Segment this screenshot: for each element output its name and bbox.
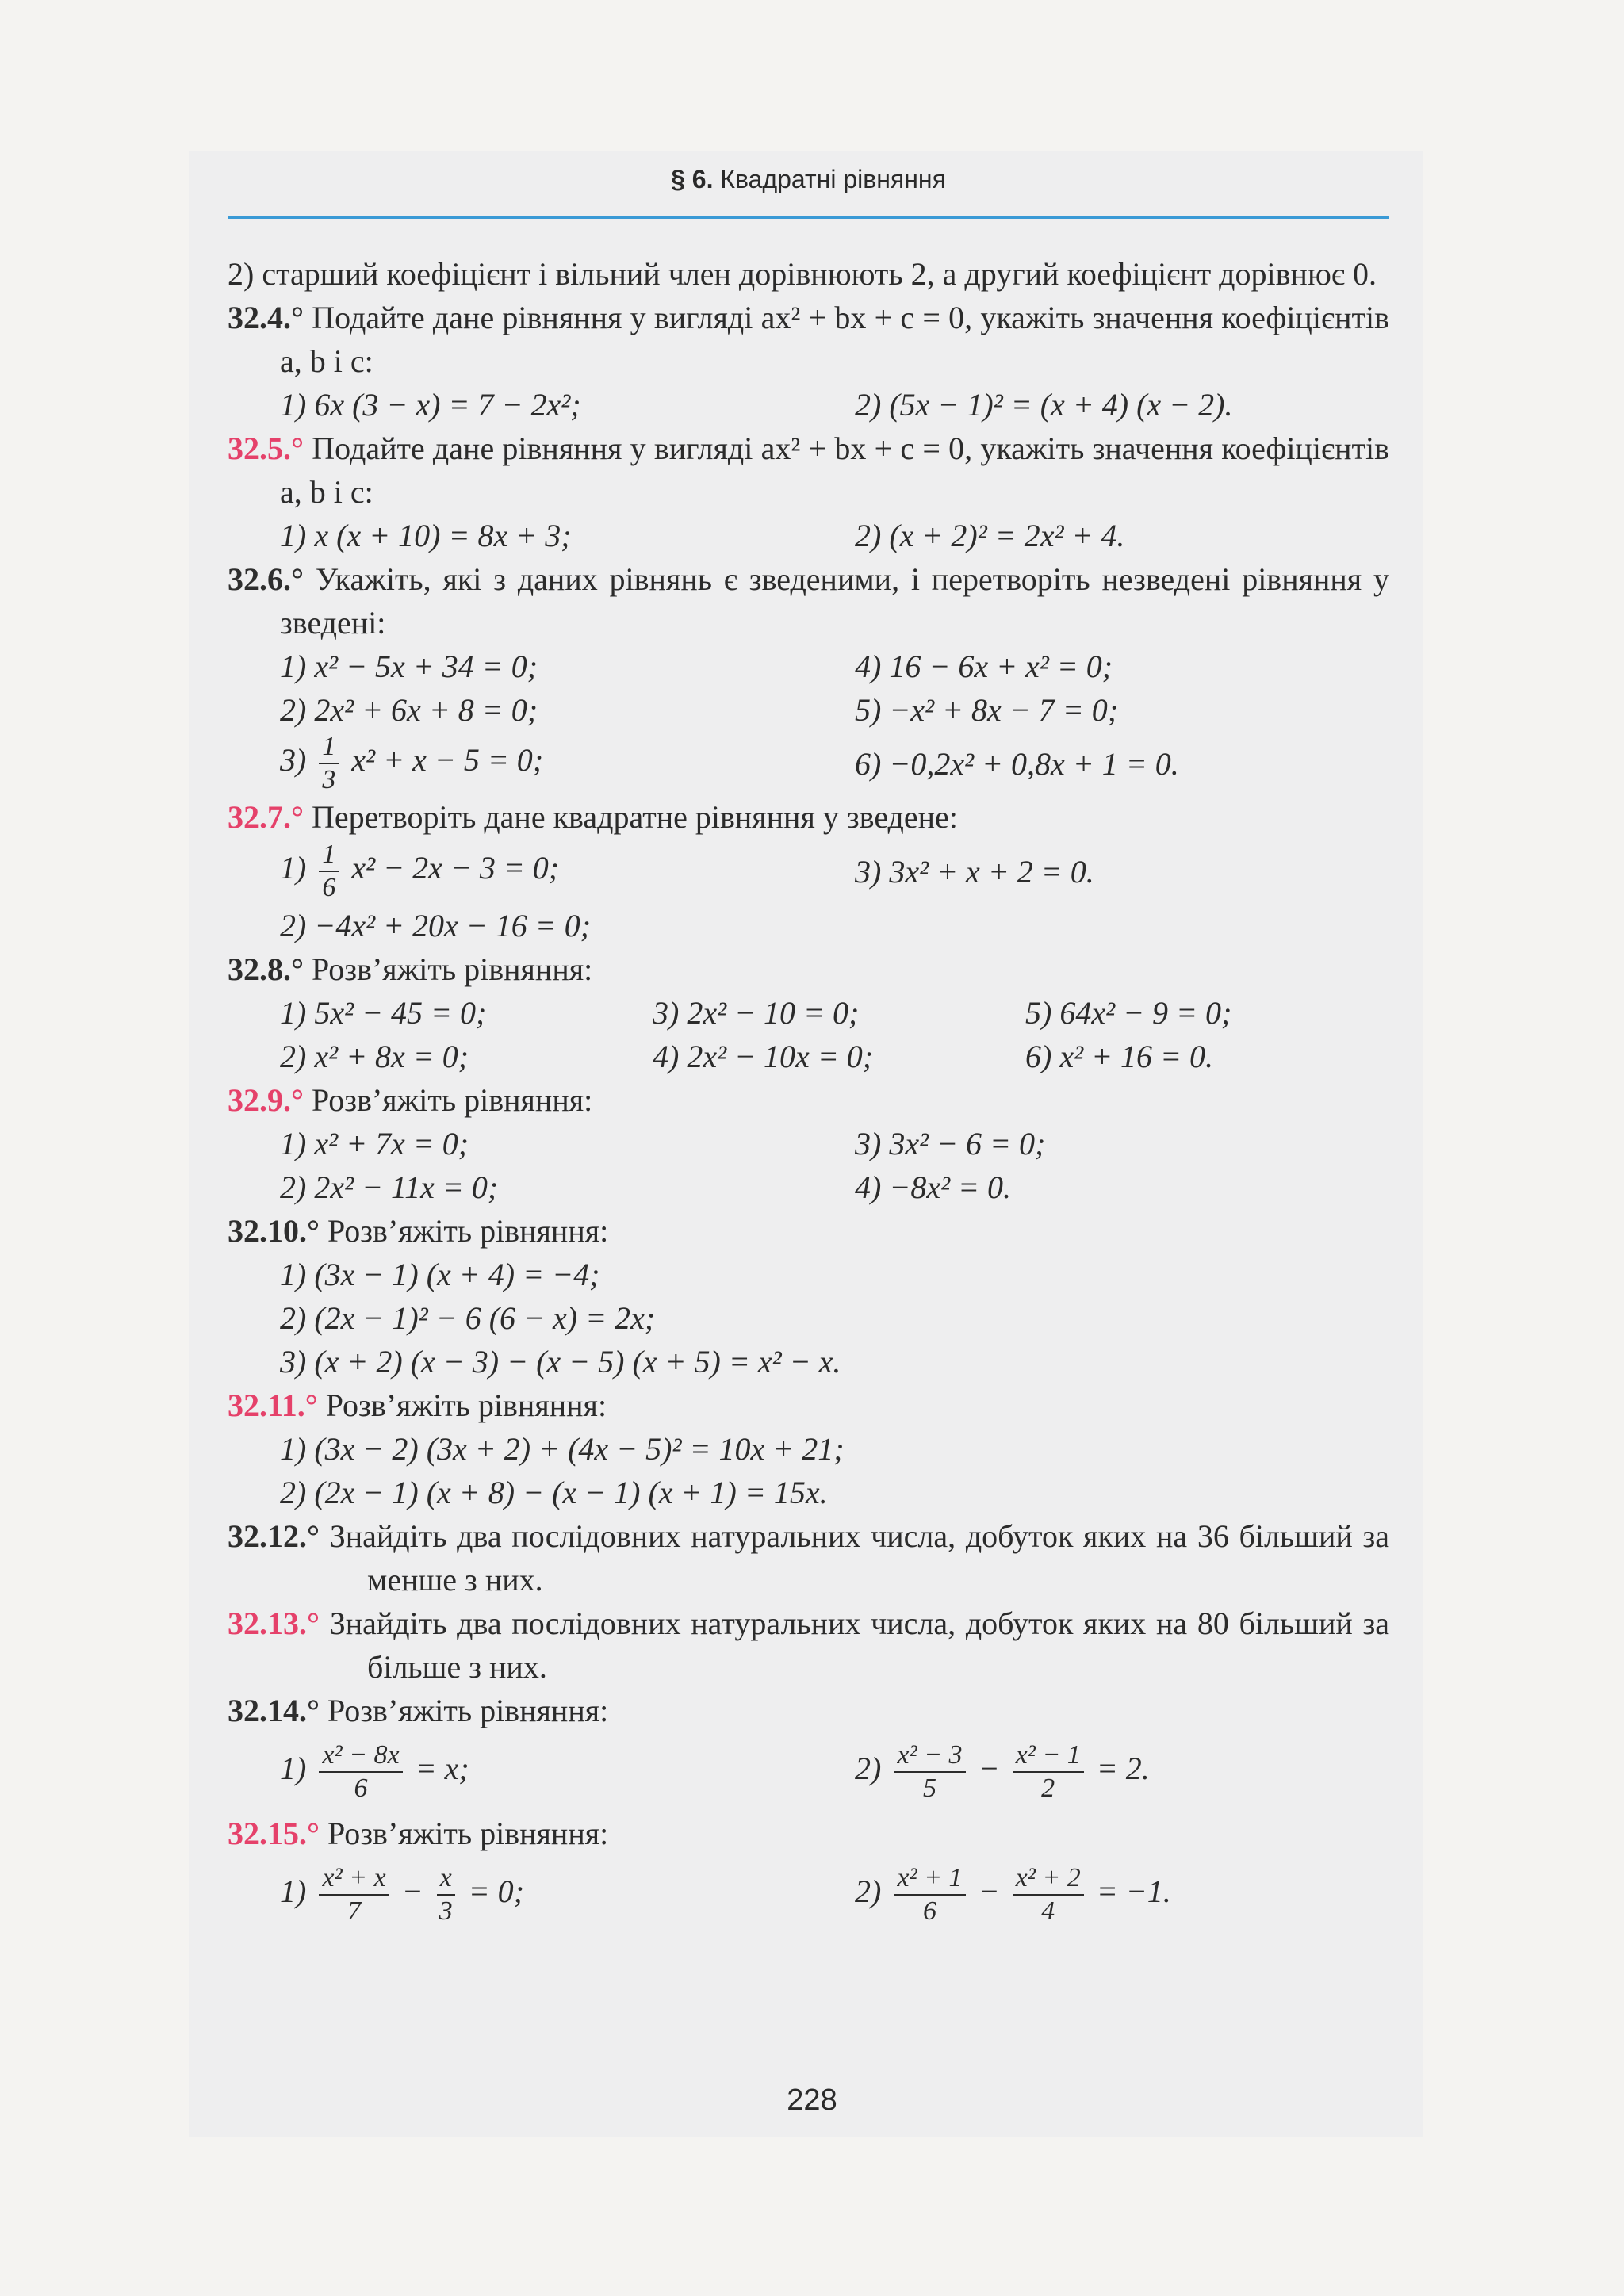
equation: 3) 3x² + x + 2 = 0. (855, 853, 1094, 890)
equation-row (228, 1035, 1389, 1078)
exercise-text: Перетворіть дане квадратне рівняння у зведене: (312, 799, 958, 835)
fraction (436, 1862, 456, 1927)
header-rule (228, 216, 1389, 219)
equation-row (228, 383, 1389, 427)
fraction (1013, 1862, 1084, 1927)
exercise-number: 32.7.° (228, 799, 304, 835)
item-text: старший коефіцієнт і вільний член дорівнюють 2, а другий коефіцієнт дорівнює 0. (262, 256, 1377, 292)
running-header (228, 165, 1389, 194)
equation-row (228, 645, 1389, 688)
fraction-denominator: 7 (347, 1896, 361, 1926)
fraction-numerator: x² + x (319, 1862, 389, 1896)
exercise-number: 32.12.° (228, 1518, 320, 1554)
equation-with-fraction (280, 1739, 855, 1804)
equation: 3) 3x² − 6 = 0; (855, 1126, 1046, 1161)
equation-with-fraction (280, 839, 855, 904)
fraction-denominator: 6 (922, 1896, 936, 1926)
equation: 1) x² − 5x + 34 = 0; (280, 649, 538, 684)
exercise-32-8 (228, 947, 1389, 991)
fraction (1013, 1739, 1084, 1804)
fraction-denominator: 6 (354, 1774, 368, 1803)
exercise-32-9 (228, 1078, 1389, 1122)
exercise-number: 32.4.° (228, 300, 304, 335)
exercise-number: 32.6.° (228, 561, 304, 597)
fraction (319, 731, 339, 796)
equation: 4) −8x² = 0. (855, 1169, 1012, 1205)
equation-rest: x² + x − 5 = 0; (351, 742, 544, 779)
equation-row (228, 688, 1389, 732)
exercise-32-4 (228, 296, 1389, 383)
fraction (319, 1739, 402, 1804)
equation-row (228, 1855, 1389, 1934)
fraction (894, 1862, 965, 1927)
equation: 1) 5x² − 45 = 0; (280, 995, 487, 1031)
equation-label: 1) (280, 850, 307, 886)
exercise-number: 32.14.° (228, 1693, 320, 1728)
exercise-text: Знайдіть два послідовних натуральних числа, добуток яких на 80 більший за більше з них. (329, 1605, 1390, 1685)
equation-rest: = x; (415, 1751, 469, 1787)
equation: 2) x² + 8x = 0; (280, 1039, 469, 1074)
fraction-denominator: 3 (322, 765, 336, 794)
equation-label: 2) (855, 1751, 882, 1787)
equation-row (228, 514, 1389, 557)
equation: 5) −x² + 8x − 7 = 0; (855, 692, 1119, 728)
equation: 2) 2x² + 6x + 8 = 0; (280, 692, 538, 728)
exercise-32-14 (228, 1689, 1389, 1732)
exercise-32-11 (228, 1383, 1389, 1427)
equation-rest: = −1. (1096, 1873, 1171, 1910)
equation-row (228, 1471, 1389, 1514)
equation: 1) x² + 7x = 0; (280, 1126, 469, 1161)
equation: 1) (3x − 1) (x + 4) = −4; (280, 1257, 600, 1292)
exercise-number: 32.11.° (228, 1387, 318, 1423)
equation-with-fraction (855, 1862, 1171, 1927)
exercise-text: Розв’яжіть рівняння: (312, 951, 593, 987)
equation-row (228, 732, 1389, 795)
equation: 1) x (x + 10) = 8x + 3; (280, 518, 572, 553)
exercise-text: Розв’яжіть рівняння: (327, 1816, 609, 1851)
equation: 2) (2x − 1)² − 6 (6 − x) = 2x; (280, 1300, 656, 1336)
equation: 2) (5x − 1)² = (x + 4) (x − 2). (855, 387, 1233, 423)
exercise-text: Розв’яжіть рівняння: (327, 1693, 609, 1728)
equation-label: 1) (280, 1873, 307, 1910)
exercise-32-7 (228, 795, 1389, 839)
exercise-text: Укажіть, які з даних рівнянь є зведеними, і перетворіть незведені рівняння у зведені: (280, 561, 1390, 641)
equation: 1) 6x (3 − x) = 7 − 2x²; (280, 387, 581, 423)
exercise-32-6 (228, 557, 1389, 645)
fraction-denominator: 3 (439, 1896, 453, 1926)
equation-row (228, 991, 1389, 1035)
equation-rest: x² − 2x − 3 = 0; (351, 850, 560, 886)
fraction-numerator: x² − 3 (894, 1739, 965, 1773)
exercise-number: 32.10.° (228, 1213, 320, 1249)
exercise-text: Розв’яжіть рівняння: (312, 1082, 593, 1118)
equation-with-fraction (280, 1862, 855, 1927)
fraction-numerator: x² − 1 (1013, 1739, 1084, 1773)
fraction-numerator: x² + 1 (894, 1862, 965, 1896)
fraction-numerator: 1 (319, 731, 339, 764)
equation-row (228, 839, 1389, 904)
equation-label: 3) (280, 742, 307, 779)
exercise-text: Розв’яжіть рівняння: (325, 1387, 607, 1423)
fraction-denominator: 6 (322, 873, 336, 902)
equation: 6) −0,2x² + 0,8x + 1 = 0. (855, 745, 1179, 782)
exercise-list (228, 252, 1389, 1934)
exercise-number: 32.5.° (228, 430, 304, 466)
exercise-32-10 (228, 1209, 1389, 1253)
equation-row (228, 1165, 1389, 1209)
page-number: 228 (787, 2084, 837, 2117)
equation: 3) 2x² − 10 = 0; (653, 995, 860, 1031)
fraction-numerator: 1 (319, 839, 339, 872)
section-title: Квадратні рівняння (720, 165, 946, 193)
equation: 5) 64x² − 9 = 0; (1025, 995, 1232, 1031)
exercise-32-13 (228, 1601, 1389, 1689)
minus-sign: − (401, 1873, 423, 1910)
equation-rest: = 0; (468, 1873, 524, 1910)
equation-row (228, 1296, 1389, 1340)
equation: 3) (x + 2) (x − 3) − (x − 5) (x + 5) = x² − x. (280, 1344, 841, 1380)
equation: 2) (x + 2)² = 2x² + 4. (855, 518, 1125, 553)
equation-with-fraction (280, 731, 855, 796)
equation-rest: = 2. (1096, 1751, 1150, 1787)
equation: 6) x² + 16 = 0. (1025, 1039, 1214, 1074)
exercise-number: 32.9.° (228, 1082, 304, 1118)
fraction (894, 1739, 965, 1804)
fraction-numerator: x (437, 1862, 455, 1896)
exercise-32-12 (228, 1514, 1389, 1601)
minus-sign: − (978, 1873, 1000, 1910)
fraction-numerator: x² − 8x (319, 1739, 402, 1773)
exercise-number: 32.15.° (228, 1816, 320, 1851)
exercise-item-continuation (228, 252, 1389, 296)
equation-row (228, 904, 1389, 947)
equation-row (228, 1340, 1389, 1383)
exercise-number: 32.8.° (228, 951, 304, 987)
equation-row (228, 1732, 1389, 1812)
fraction-numerator: x² + 2 (1013, 1862, 1084, 1896)
exercise-text: Знайдіть два послідовних натуральних числа, добуток яких на 36 більший за менше з них. (329, 1518, 1390, 1598)
equation: 2) 2x² − 11x = 0; (280, 1169, 499, 1205)
exercise-text: Розв’яжіть рівняння: (327, 1213, 609, 1249)
equation-row (228, 1122, 1389, 1165)
fraction-denominator: 5 (922, 1774, 936, 1803)
exercise-text: Подайте дане рівняння у вигляді ax² + bx + c = 0, укажіть значення коефіцієнтів a, b і c: (280, 300, 1390, 379)
fraction-denominator: 2 (1041, 1774, 1055, 1803)
exercise-32-5 (228, 427, 1389, 514)
equation-with-fraction (855, 1739, 1150, 1804)
equation: 1) (3x − 2) (3x + 2) + (4x − 5)² = 10x + 21; (280, 1431, 845, 1467)
equation-row (228, 1253, 1389, 1296)
exercise-number: 32.13.° (228, 1605, 320, 1641)
exercise-32-15 (228, 1812, 1389, 1855)
section-number: § 6. (671, 165, 714, 193)
equation-label: 2) (855, 1873, 882, 1910)
equation: 2) (2x − 1) (x + 8) − (x − 1) (x + 1) = 15x. (280, 1475, 828, 1510)
equation: 4) 16 − 6x + x² = 0; (855, 649, 1113, 684)
fraction (319, 1862, 389, 1927)
equation: 4) 2x² − 10x = 0; (653, 1039, 874, 1074)
exercise-text: Подайте дане рівняння у вигляді ax² + bx + c = 0, укажіть значення коефіцієнтів a, b і c: (280, 430, 1390, 510)
equation: 2) −4x² + 20x − 16 = 0; (280, 908, 592, 943)
equation-row (228, 1427, 1389, 1471)
fraction-denominator: 4 (1041, 1896, 1055, 1926)
fraction (319, 839, 339, 904)
item-label: 2) (228, 256, 255, 292)
equation-label: 1) (280, 1751, 307, 1787)
minus-sign: − (978, 1751, 1000, 1787)
